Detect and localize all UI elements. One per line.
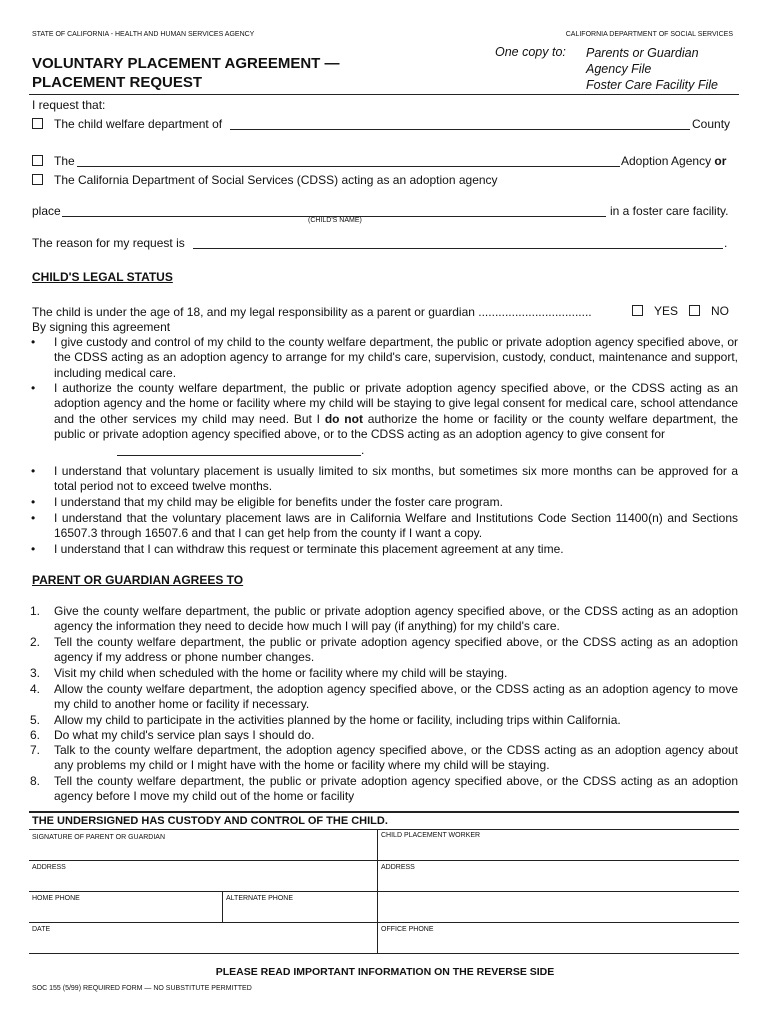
county-checkbox[interactable] [32,118,43,129]
agency-left: STATE OF CALIFORNIA - HEALTH AND HUMAN SERVICES AGENCY [32,31,255,38]
place-suffix: in a foster care facility. [610,204,729,218]
agency-right: CALIFORNIA DEPARTMENT OF SOCIAL SERVICES [565,31,733,38]
address-right-label: ADDRESS [381,864,415,871]
item-number: 4. [30,682,41,696]
adoption-agency-checkbox[interactable] [32,155,43,166]
home-phone-field[interactable] [30,904,220,920]
signature-block-bottom-rule [29,953,739,954]
signature-field[interactable] [30,843,374,859]
yes-label: YES [654,304,679,318]
item-number: 3. [30,666,41,680]
reason-field[interactable] [193,248,723,249]
request-intro: I request that: [32,98,106,112]
legal-status-heading: CHILD'S LEGAL STATUS [32,270,173,284]
bullet-marker: • [31,495,36,509]
custody-heading: THE UNDERSIGNED HAS CUSTODY AND CONTROL OF THE CHILD. [32,815,388,827]
item-number: 5. [30,713,41,727]
no-label: NO [711,304,729,318]
agrees-heading: PARENT OR GUARDIAN AGREES TO [32,573,244,587]
signature-label: SIGNATURE OF PARENT OR GUARDIAN [32,834,166,841]
form-title-line1: VOLUNTARY PLACEMENT AGREEMENT — [32,55,340,72]
item-number: 1. [30,604,41,618]
agree-item-4: Allow the county welfare department, the adoption agency specified above, or the CDSS acting as an adoption agency to move my child to another home or facility if necessary. [54,682,738,712]
agency-suffix-text: Adoption Agency [621,154,712,168]
copy-recipients [586,45,718,93]
address-row-divider [29,860,739,861]
age-question: The child is under the age of 18, and my legal responsibility as a parent or guardian .................................. [32,305,592,319]
office-phone-field[interactable] [380,935,736,951]
agency-option-suffix [621,154,726,169]
bullet-marker: • [31,335,36,349]
worker-field[interactable] [380,841,736,859]
header-divider [29,94,739,95]
agree-item-3: Visit my child when scheduled with the home or facility where my child will be staying. [54,666,508,680]
alternate-phone-field[interactable] [225,904,375,920]
consent-period: . [361,443,365,457]
agree-item-1: Give the county welfare department, the public or private adoption agency specified above, or the CDSS acting as an adoption agency the information they need to decide how much I will pay (if anything) for my child's care. [54,604,738,634]
phone-column-divider [222,891,223,922]
copy-recipient: Agency File [586,62,652,76]
consent-bullet [54,381,738,443]
yes-checkbox[interactable] [632,305,643,316]
home-phone-label: HOME PHONE [32,895,80,902]
cdss-option-label: The California Department of Social Services (CDSS) acting as an adoption agency [54,173,498,187]
bullet-marker: • [31,381,36,395]
worker-label: CHILD PLACEMENT WORKER [381,832,481,839]
agency-option-label: The [54,154,75,168]
copy-recipient: Foster Care Facility File [586,78,718,92]
agree-item-2: Tell the county welfare department, the public or private adoption agency specified above, or the CDSS acting as an adoption agency if my address or phone number changes. [54,635,738,665]
consent-for-field[interactable] [117,455,361,456]
reason-label: The reason for my request is [32,236,185,250]
do-not-text: do not [324,411,363,426]
benefits-bullet: I understand that my child may be eligible for benefits under the foster care program. [54,495,503,509]
alternate-phone-label: ALTERNATE PHONE [226,895,294,902]
copy-label: One copy to: [495,45,566,59]
agree-item-6: Do what my child's service plan says I should do. [54,728,315,742]
signature-row-divider [29,829,739,830]
agree-item-7: Talk to the county welfare department, the adoption agency specified above, or the CDSS acting as an adoption agency about any problems my child or I might have with the home or facility where my child will be staying. [54,743,738,773]
address-left-label: ADDRESS [32,864,66,871]
cdss-checkbox[interactable] [32,174,43,185]
agree-item-8: Tell the county welfare department, the public or private adoption agency specified above, or the CDSS acting as an adoption agency before I move my child out of the home or facility [54,774,738,804]
reason-period: . [724,236,728,250]
bullet-marker: • [31,464,36,478]
bullet-marker: • [31,542,36,556]
item-number: 6. [30,728,41,742]
worker-address-field[interactable] [380,873,736,889]
agency-or-text: or [714,154,727,168]
date-row-divider [29,922,739,923]
agree-item-5: Allow my child to participate in the activities planned by the home or facility, including trips within California. [54,713,621,727]
item-number: 7. [30,743,41,757]
signing-intro: By signing this agreement [32,320,171,334]
copy-recipient: Parents or Guardian [586,46,699,60]
parent-address-field[interactable] [30,873,374,889]
form-id: SOC 155 (5/99) REQUIRED FORM — NO SUBSTITUTE PERMITTED [32,985,252,992]
consent-text-part1: I authorize the county welfare department, the public or private adoption agency specified above, or the CDSS acting as an adoption agency and the home or facility where my child will be staying to give legal consent for medical care, school attendance and the other services my child may need. But I [54,381,738,426]
item-number: 2. [30,635,41,649]
date-field[interactable] [30,935,374,951]
place-label: place [32,204,61,218]
laws-bullet: I understand that the voluntary placement laws are in California Welfare and Institutions Code Section 11400(n) and Sections 16507.3 through 16507.6 and that I can get help from the county if I want a copy. [54,511,738,541]
reverse-side-notice: PLEASE READ IMPORTANT INFORMATION ON THE REVERSE SIDE [215,966,555,978]
no-checkbox[interactable] [689,305,700,316]
signature-block-top-rule [29,811,739,813]
time-limit-bullet: I understand that voluntary placement is usually limited to six months, but sometimes six more months can be approved for a total period not to exceed twelve months. [54,464,738,494]
phone-row-divider [29,891,739,892]
date-label: DATE [32,926,51,933]
adoption-agency-name-field[interactable] [77,166,620,167]
consent-text-part2: authorize the home or facility or the county welfare department, the public or private adoption agency specified above, or to the CDSS acting as an adoption agency to give consent for [54,411,738,442]
form-title-line2: PLACEMENT REQUEST [32,74,203,91]
county-suffix: County [692,117,731,131]
county-option-label: The child welfare department of [54,117,223,131]
county-name-field[interactable] [230,129,690,130]
custody-bullet: I give custody and control of my child to the county welfare department, the public or private adoption agency specified above, or the CDSS acting as an adoption agency to arrange for my child's care, supervision, custody, conduct, maintenance and support, including medical care. [54,335,738,380]
item-number: 8. [30,774,41,788]
withdraw-bullet: I understand that I can withdraw this request or terminate this placement agreement at any time. [54,542,564,556]
bullet-marker: • [31,511,36,525]
childs-name-caption: (CHILD'S NAME) [308,217,362,224]
office-phone-label: OFFICE PHONE [381,926,434,933]
